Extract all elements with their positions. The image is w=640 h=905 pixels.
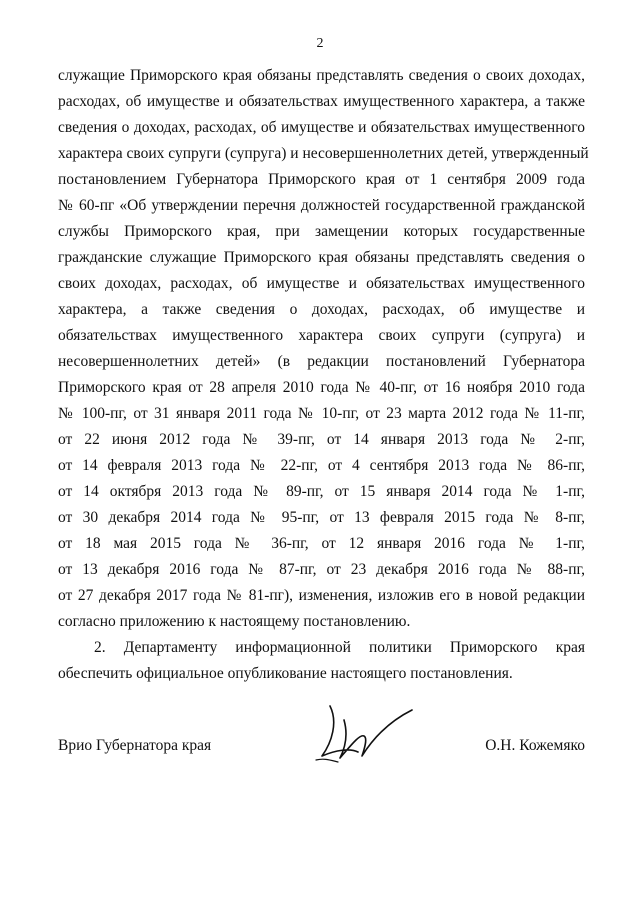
paragraph-line: от 22 июня 2012 года № 39-пг, от 14 января 2013 года № 2-пг, <box>58 431 585 448</box>
paragraph-line: службы Приморского края, при замещении которых государственные <box>58 223 585 240</box>
paragraph-line: от 30 декабря 2014 года № 95-пг, от 13 февраля 2015 года № 8-пг, <box>58 509 585 526</box>
paragraph-line: от 14 февраля 2013 года № 22-пг, от 4 сентября 2013 года № 86-пг, <box>58 457 585 474</box>
signatory-name: О.Н. Кожемяко <box>485 737 585 754</box>
paragraph-line: от 13 декабря 2016 года № 87-пг, от 23 декабря 2016 года № 88-пг, <box>58 561 585 578</box>
paragraph-line: служащие Приморского края обязаны представлять сведения о своих доходах, <box>58 67 585 84</box>
paragraph-line: 2. Департаменту информационной политики Приморского края <box>94 639 585 656</box>
paragraph-line: № 60-пг «Об утверждении перечня должностей государственной гражданской <box>58 197 585 214</box>
paragraph-line: расходах, об имуществе и обязательствах имущественного характера, а также <box>58 93 585 110</box>
paragraph-line: обязательствах имущественного характера своих супруги (супруга) и <box>58 327 585 344</box>
paragraph-line: сведения о доходах, расходах, об имуществе и обязательствах имущественного <box>58 119 585 136</box>
paragraph-line: характера своих супруги (супруга) и несовершеннолетних детей, утвержденный <box>58 145 589 162</box>
paragraph-line: от 18 мая 2015 года № 36-пг, от 12 января 2016 года № 1-пг, <box>58 535 585 552</box>
paragraph-line: от 14 октября 2013 года № 89-пг, от 15 января 2014 года № 1-пг, <box>58 483 585 500</box>
paragraph-line: от 27 декабря 2017 года № 81-пг), изменения, изложив его в новой редакции <box>58 587 585 604</box>
paragraph-line: характера, а также сведения о доходах, расходах, об имуществе и <box>58 301 585 318</box>
paragraph-line: обеспечить официальное опубликование настоящего постановления. <box>58 665 513 682</box>
paragraph-line: своих доходах, расходах, об имуществе и обязательствах имущественного <box>58 275 585 292</box>
paragraph-line: № 100-пг, от 31 января 2011 года № 10-пг, от 23 марта 2012 года № 11-пг, <box>58 405 585 422</box>
signatory-title: Врио Губернатора края <box>58 737 212 754</box>
paragraph-line: несовершеннолетних детей» (в редакции постановлений Губернатора <box>58 353 585 370</box>
page-number: 2 <box>316 36 324 51</box>
paragraph-line: гражданские служащие Приморского края обязаны представлять сведения о <box>58 249 585 266</box>
paragraph-line: постановлением Губернатора Приморского края от 1 сентября 2009 года <box>58 171 585 188</box>
paragraph-line: согласно приложению к настоящему постановлению. <box>58 613 411 630</box>
paragraph-line: Приморского края от 28 апреля 2010 года № 40-пг, от 16 ноября 2010 года <box>58 379 585 396</box>
handwritten-signature <box>310 700 420 770</box>
